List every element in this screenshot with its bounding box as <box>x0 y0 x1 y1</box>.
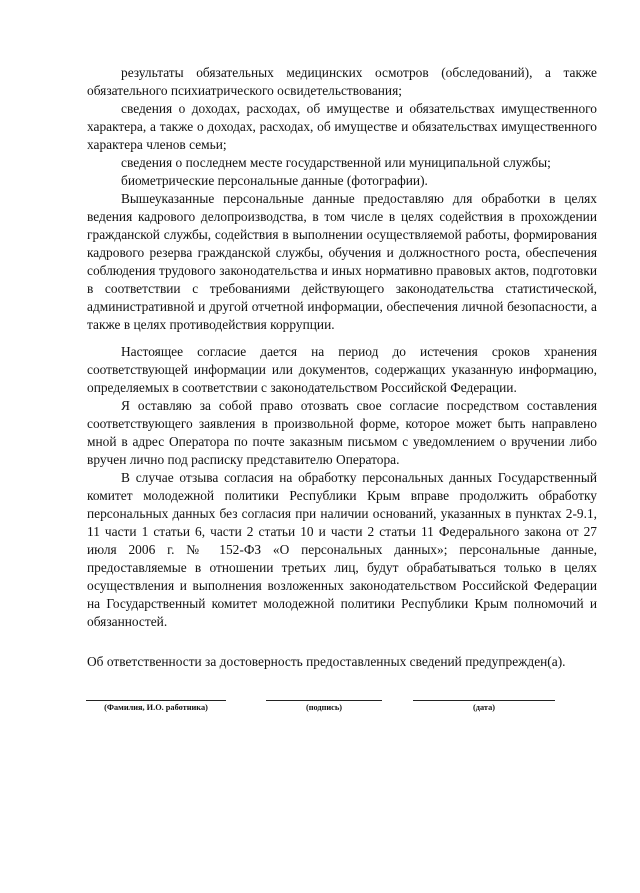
sign-caption: (подпись) <box>305 703 343 712</box>
paragraph-consent-period: Настоящее согласие дается на период до истечения сроков хранения соответствующей информации или документов, содержащих указанную информацию, определяемых в соответствии с законодательством Российской Федерации. <box>87 344 597 395</box>
paragraph-processing-purposes: Вышеуказанные персональные данные предоставляю для обработки в целях ведения кадрового делопроизводства, в том числе в целях содействия в прохождении гражданской службы, содействия в выполнении осуществляемой работы, формирования кадрового резерва гражданской службы, обучения и должностного роста, обеспечения соблюдения трудового законодательства и иных нормативно правовых актов, подготовки в соответствии с требованиями действующего законодательства статистической, административной и другой отчетной информации, обеспечения личной безопасности, а также в целях противодействия коррупции. <box>87 191 597 332</box>
paragraph-income-property: сведения о доходах, расходах, об имуществе и обязательствах имущественного характера, а также о доходах, расходах, об имуществе и обязательствах имущественного характера членов семьи; <box>87 101 597 152</box>
name-caption: (Фамилия, И.О. работника) <box>104 703 208 712</box>
paragraph-last-service: сведения о последнем месте государственной или муниципальной службы; <box>121 155 551 170</box>
sign-signature-line <box>266 700 382 701</box>
name-signature-line <box>86 700 226 701</box>
consent-body <box>87 64 597 671</box>
paragraph-biometric: биометрические персональные данные (фотографии). <box>121 173 428 188</box>
date-caption: (дата) <box>473 703 495 712</box>
paragraph-responsibility-warning: Об ответственности за достоверность предоставленных сведений предупрежден(а). <box>87 654 566 669</box>
paragraph-withdrawal-right: Я оставляю за собой право отозвать свое согласие посредством составления соответствующего заявления в произвольной форме, которое может быть направлено мной в адрес Оператора по почте заказным письмом с уведомлением о вручении либо вручен лично под расписку представителю Оператора. <box>87 398 597 467</box>
paragraph-medical-exams: результаты обязательных медицинских осмотров (обследований), а также обязательного психиатрического освидетельствования; <box>87 65 597 98</box>
date-signature-line <box>413 700 555 701</box>
paragraph-withdrawal-consequences: В случае отзыва согласия на обработку персональных данных Государственный комитет молодежной политики Республики Крым вправе продолжить обработку персональных данных без согласия при наличии оснований, указанных в пунктах 2-9.1, 11 части 1 статьи 6, части 2 статьи 10 и части 2 статьи 11 Федерального закона от 27 июля 2006 г. № 152-ФЗ «О персональных данных»; персональные данные, предоставляемые в отношении третьих лиц, будут обрабатываться только в целях осуществления и выполнения возложенных законодательством Российской Федерации на Государственный комитет молодежной политики Республики Крым полномочий и обязанностей. <box>87 470 597 629</box>
